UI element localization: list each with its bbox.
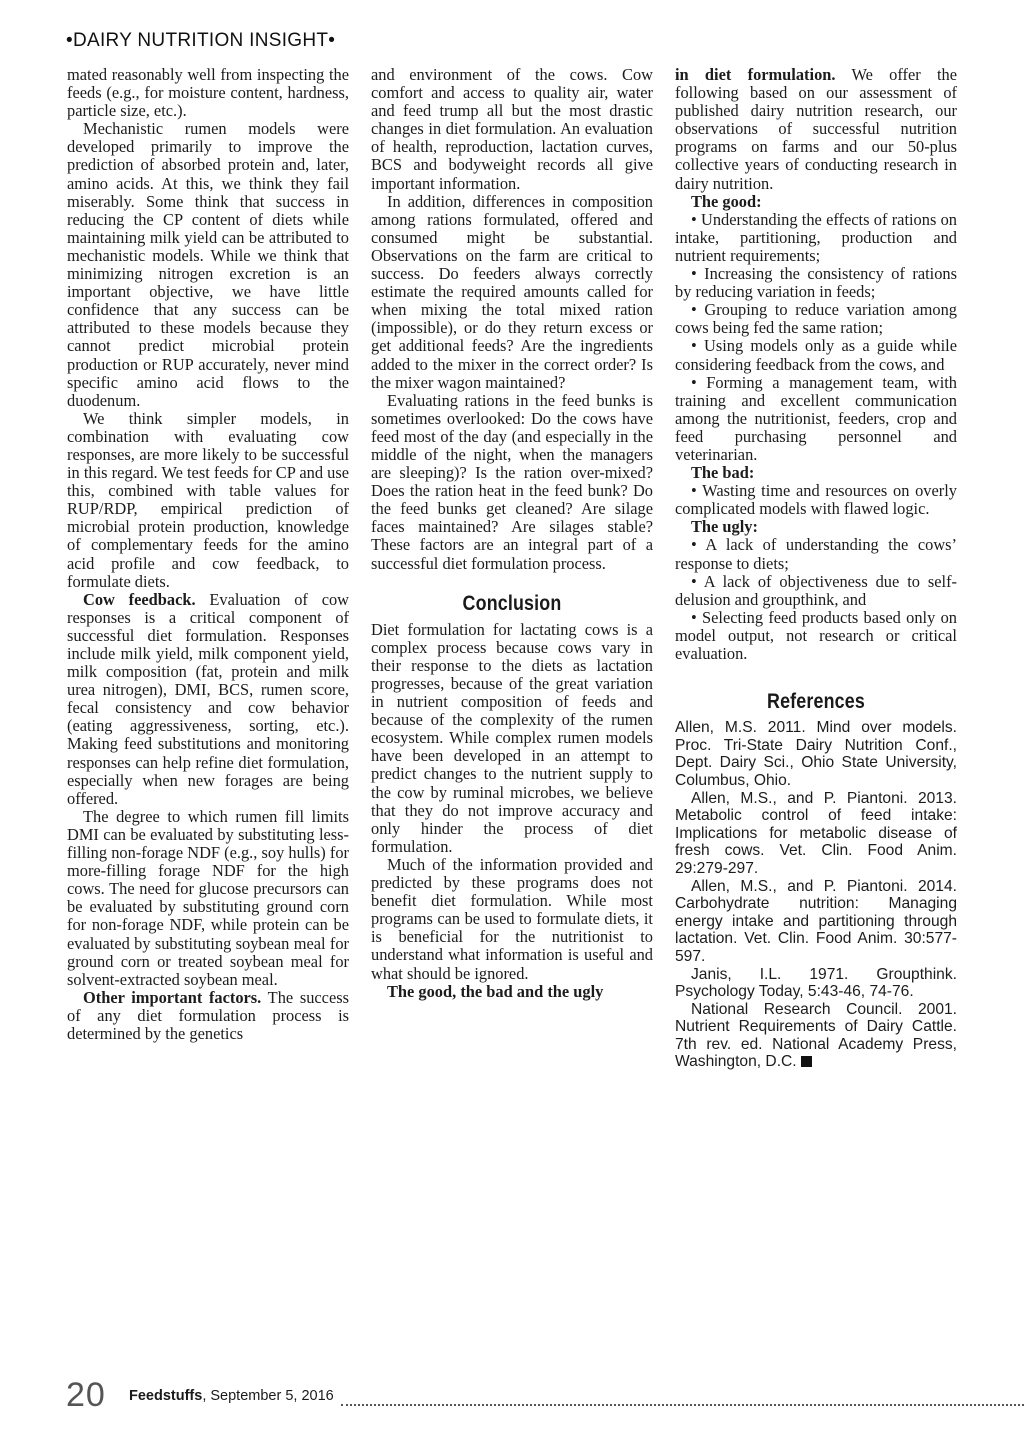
end-of-article-mark <box>801 1056 812 1067</box>
run-in-heading: Other important factors. <box>83 987 262 1007</box>
list-item: • Using models only as a guide while considering feedback from the cows, and <box>675 336 957 374</box>
publication-name: Feedstuffs <box>129 1388 203 1404</box>
column-1 <box>67 66 349 1043</box>
conclusion-heading: Conclusion <box>462 591 562 615</box>
paragraph: mated reasonably well from inspecting the feeds (e.g., for moisture content, hardness, particle size, etc.). <box>67 65 349 121</box>
column-2 <box>371 66 653 1001</box>
run-in-heading: Cow feedback. <box>83 589 196 609</box>
paragraph-cow-feedback <box>67 591 349 808</box>
ugly-heading-text: The ugly: <box>691 517 758 537</box>
paragraph: and environment of the cows. Cow comfort and access to quality air, water and feed trump all but the most drastic changes in diet formulation. An evaluation of health, reproduction, lactation curves, BCS and bodyweight records all give important information. <box>371 65 653 193</box>
paragraph: Much of the information provided and predicted by these programs does not benefit diet formulation. While most programs can be used to formulate diets, it is beneficial for the nutritionist to understand what information is useful and what should be ignored. <box>371 854 653 983</box>
good-heading-text: The good: <box>691 191 762 211</box>
paragraph: The degree to which rumen fill limits DMI can be evaluated by substituting less-filling non-forage NDF (e.g., soy hulls) for more-filling forage NDF for the high cows. The need for glucose precursors can be evaluated by substituting ground corn for non-forage NDF, while protein can be evaluated by substituting soybean meal for ground corn or treated soybean meal for solvent-extracted soybean meal. <box>67 806 349 989</box>
reference-item: Allen, M.S. 2011. Mind over models. Proc. Tri-State Dairy Nutrition Conf., Dept. Dairy Sci., Ohio State University, Columbus, Ohio. <box>675 719 957 789</box>
paragraph-good-bad-ugly <box>371 983 653 1001</box>
reference-item: Allen, M.S., and P. Piantoni. 2013. Metabolic control of feed intake: Implications for metabolic disease of fresh cows. Vet. Clin. Food Anim. 29:279-297. <box>675 789 957 877</box>
list-item: • Wasting time and resources on overly complicated models with flawed logic. <box>675 481 957 519</box>
column-3 <box>675 66 957 1071</box>
run-in-heading: in diet formulation. <box>675 65 836 84</box>
list-item: • Understanding the effects of rations on intake, partitioning, production and nutrient requirements; <box>675 209 957 265</box>
list-item: • Grouping to reduce variation among cows being fed the same ration; <box>675 300 957 338</box>
paragraph-other-factors <box>67 989 349 1043</box>
paragraph-text: The success of any diet formulation process is determined by the genetics <box>67 987 349 1043</box>
list-item: • A lack of objectiveness due to self-delusion and groupthink, and <box>675 571 957 609</box>
reference-item: Allen, M.S., and P. Piantoni. 2014. Carbohydrate nutrition: Managing energy intake and partitioning through lactation. Vet. Clin. Food Anim. 30:577-597. <box>675 877 957 965</box>
paragraph-text: We offer the following based on our assessment of published dairy nutrition research, our observations of successful nutrition programs on farms and our 50-plus collective years of conducting research in dairy nutrition. <box>675 65 957 193</box>
paragraph: In addition, differences in composition among rations formulated, offered and consumed might be substantial. Observations on the farm are critical to success. Do feeders always correctly estimate the required amounts called for when mixing the total mixed ration (impossible), or do they return excess or get additional feeds? Are the ingredients added to the mixer in the correct order? Is the mixer wagon maintained? <box>371 191 653 392</box>
paragraph: Diet formulation for lactating cows is a complex process because cows vary in their response to the diets as lactation progresses, because of the great variation in nutrient composition of feeds and because of the complexity of the rumen ecosystem. While complex rumen models have been developed in an attempt to predict changes to the nutrient supply to the cow by ruminal microbes, we believe that they do not improve accuracy and only hinder the process of diet formulation. <box>371 619 653 856</box>
reference-text: National Research Council. 2001. Nutrient Requirements of Dairy Cattle. 7th rev. ed. National Academy Press, Washington, D.C. <box>675 1000 957 1071</box>
paragraph: We think simpler models, in combination with evaluating cow responses, are more likely to be successful in this regard. We test feeds for CP and use this, combined with table values for RUP/RDP, empirical prediction of microbial protein production, knowledge of complementary feeds for the amino acid profile and cow feedback, to formulate diets. <box>67 408 349 591</box>
reference-item: Janis, I.L. 1971. Groupthink. Psychology Today, 5:43-46, 74-76. <box>675 965 957 1001</box>
reference-item <box>675 1001 957 1071</box>
paragraph <box>675 66 957 193</box>
bad-heading <box>675 464 957 482</box>
references-list <box>675 719 957 1071</box>
dotted-rule <box>341 1404 1024 1406</box>
paragraph: Evaluating rations in the feed bunks is sometimes overlooked: Do the cows have feed most of the day (and especially in the middle of the night, when the managers are sleeping)? Is the ration over-mixed? Does the ration heat in the feed bunk? Do the feed bunks get cleaned? Are silage faces maintained? Are silages stable? These factors are an integral part of a successful diet formulation process. <box>371 390 653 573</box>
publication-line <box>129 1388 334 1404</box>
section-label: •DAIRY NUTRITION INSIGHT• <box>66 30 336 51</box>
bad-heading-text: The bad: <box>691 463 755 483</box>
page-number: 20 <box>66 1376 106 1414</box>
list-item: • Increasing the consistency of rations by reducing variation in feeds; <box>675 264 957 302</box>
page-footer <box>66 1376 1024 1416</box>
publication-date: , September 5, 2016 <box>202 1388 334 1404</box>
paragraph: Mechanistic rumen models were developed primarily to improve the prediction of absorbed protein and, later, amino acids. At this, we think they fail miserably. Some think that success in reducing the CP content of diets while maintaining milk yield can be attributed to mechanistic models. While we think that minimizing nitrogen excretion is an important objective, we have little confidence that any success can be attributed to these models because they cannot predict microbial protein production or RUP accurately, never mind specific amino acid flows to the duodenum. <box>67 119 349 410</box>
run-in-heading: The good, the bad and the ugly <box>387 981 604 1001</box>
list-item: • Selecting feed products based only on model output, not research or critical evaluation. <box>675 607 957 663</box>
ugly-heading <box>675 518 957 536</box>
list-item: • A lack of understanding the cows’ response to diets; <box>675 535 957 573</box>
list-item: • Forming a management team, with training and excellent communication among the nutritionist, feeders, crop and feed purchasing personnel and veterinarian. <box>675 372 957 464</box>
paragraph-text: Evaluation of cow responses is a critical component of successful diet formulation. Responses include milk yield, milk component yield, milk composition (fat, protein and milk urea nitrogen), DMI, BCS, rumen score, fecal consistency and cow behavior (eating aggressiveness, sorting, etc.). Making feed substitutions and monitoring responses can help refine diet formulation, especially when new forages are being offered. <box>67 589 350 808</box>
references-heading: References <box>767 690 865 714</box>
good-heading <box>675 193 957 211</box>
